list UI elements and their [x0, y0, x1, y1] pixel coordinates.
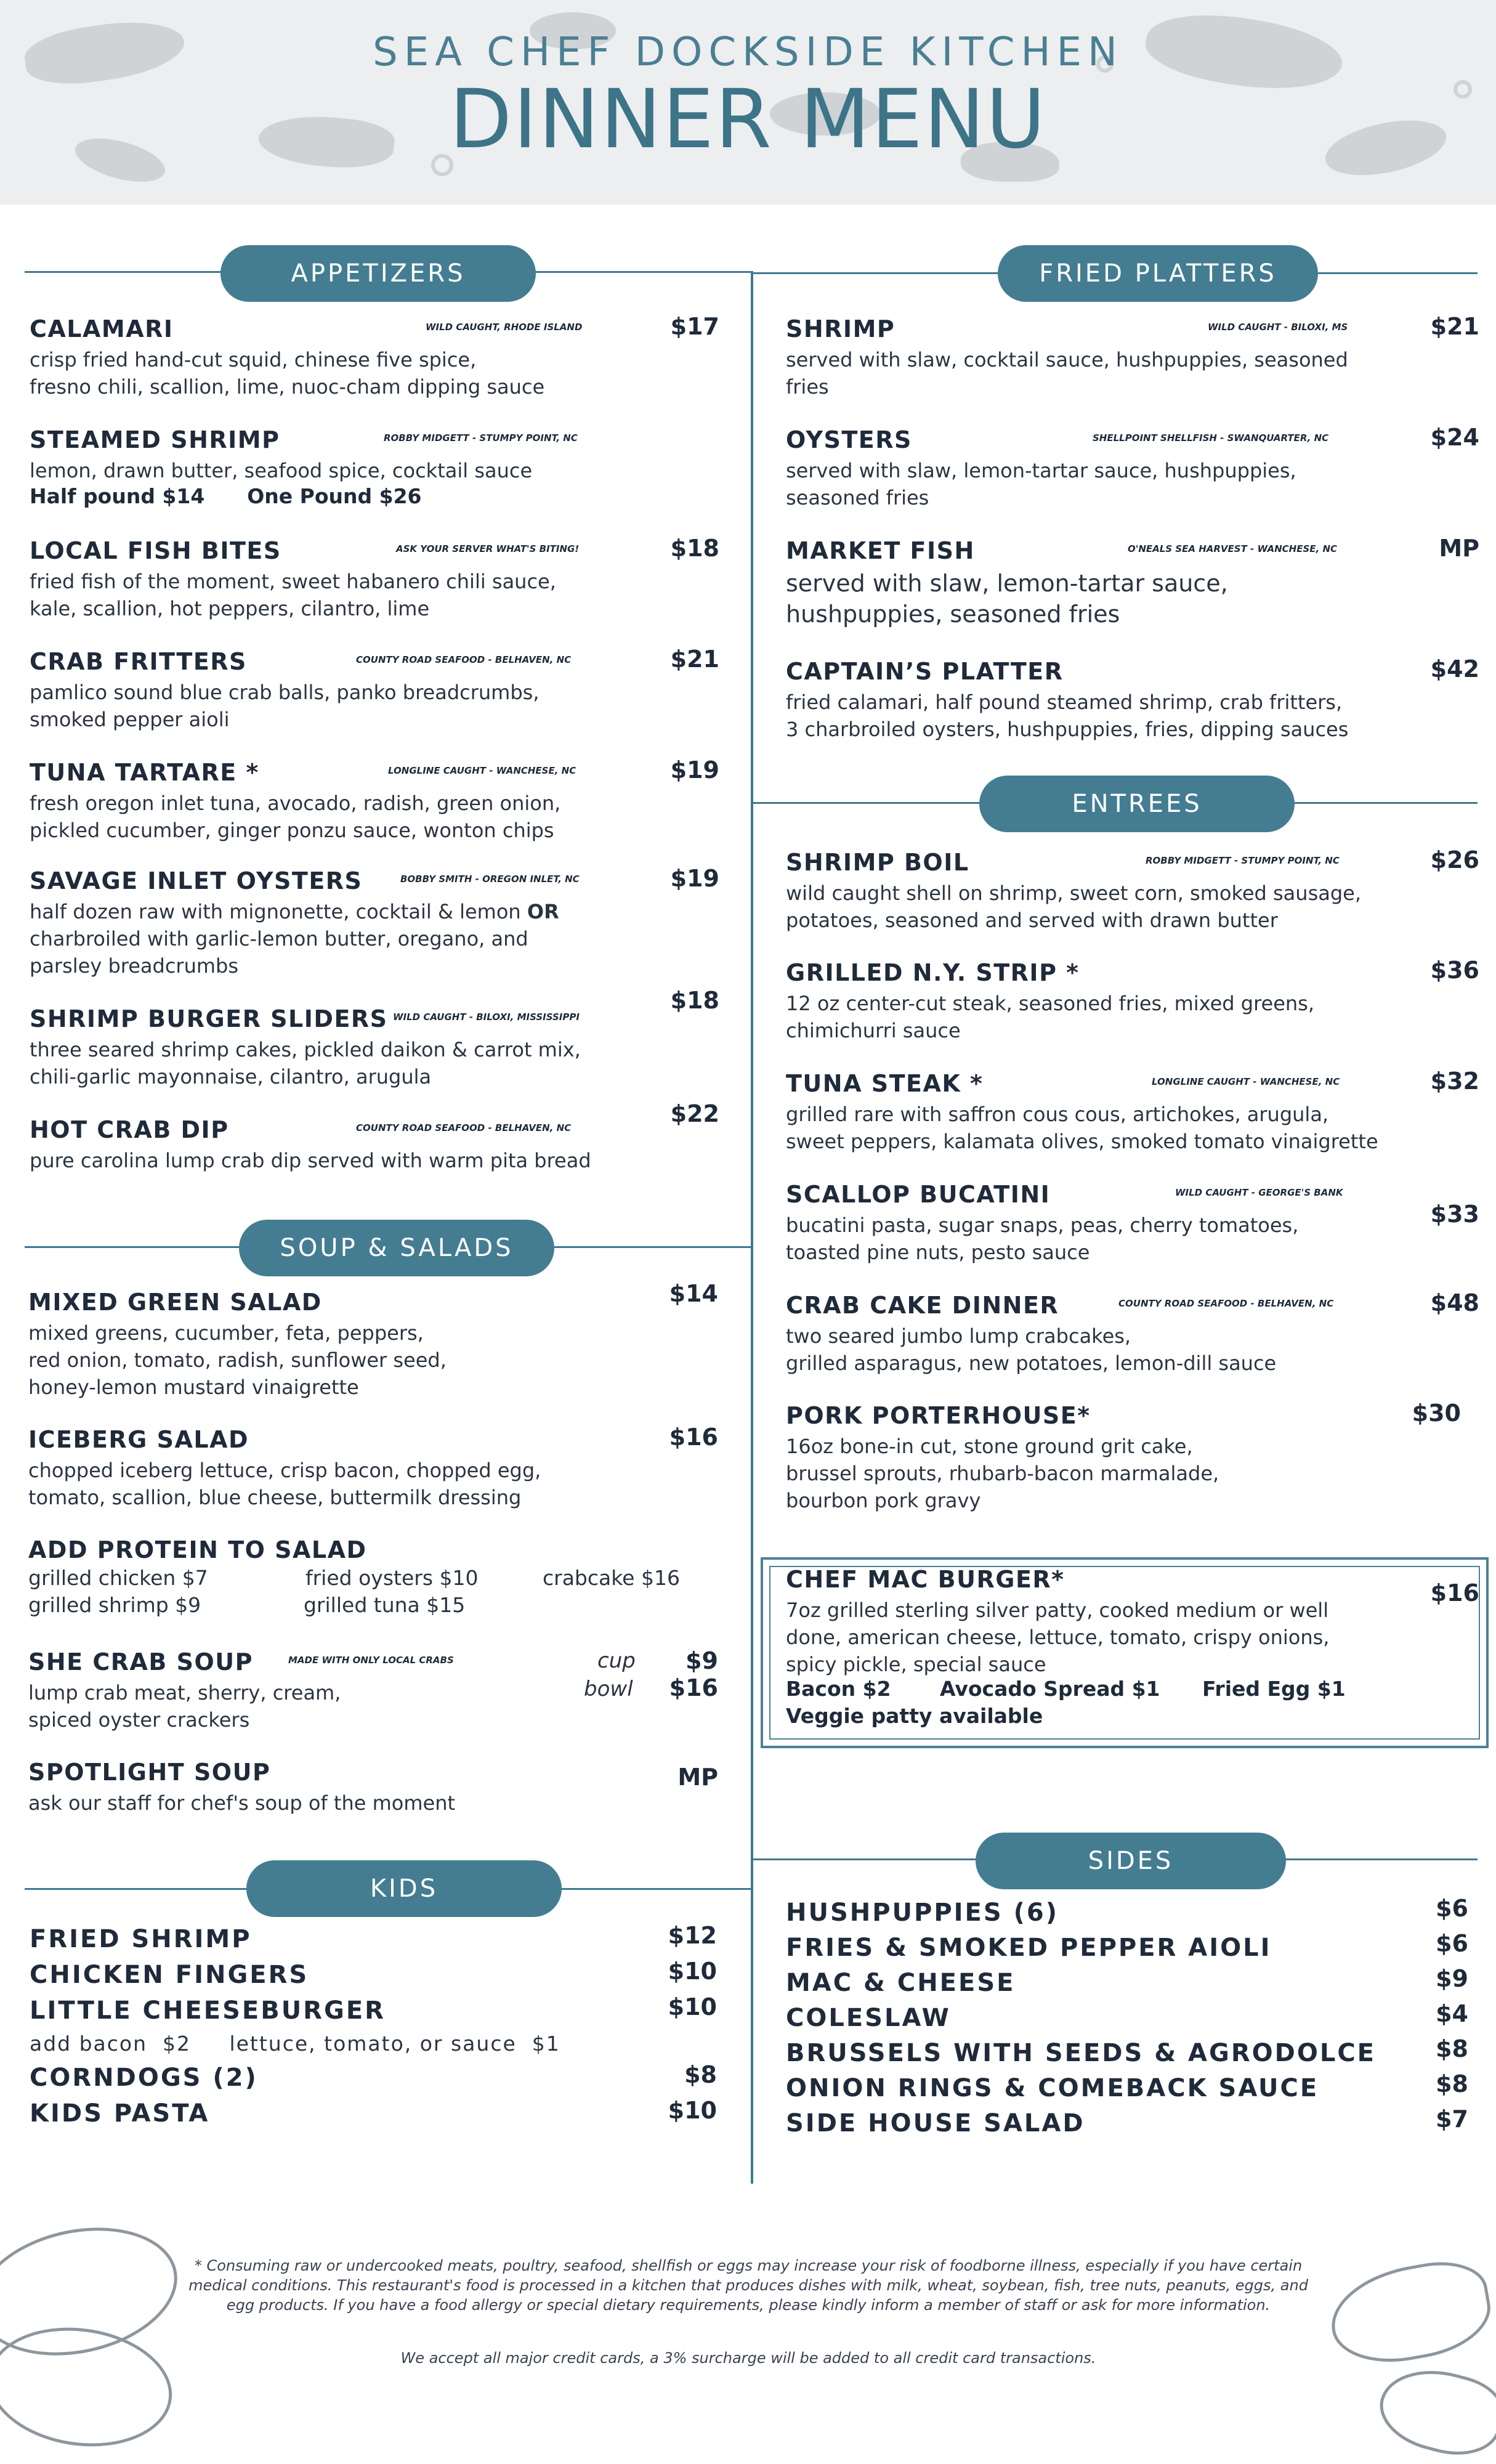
- bowl-label: bowl: [584, 1677, 633, 1701]
- menu-header: [0, 0, 1496, 205]
- item-source: O'NEALS SEA HARVEST - WANCHESE, NC: [1128, 543, 1338, 554]
- item-name: ADD PROTEIN TO SALAD: [28, 1536, 367, 1563]
- item-description: served with slaw, lemon-tartar sauce, hushpuppies, seasoned fries: [786, 459, 1296, 509]
- item-price: $32: [1430, 1068, 1479, 1095]
- item-description: bucatini pasta, sugar snaps, peas, cherry tomatoes, toasted pine nuts, pesto sauce: [786, 1214, 1299, 1264]
- item-name: CHEF MAC BURGER*: [786, 1566, 1065, 1593]
- kids-item-name: KIDS PASTA: [30, 2099, 210, 2128]
- protein-option: fried oysters $10: [305, 1566, 479, 1590]
- item-source: COUNTY ROAD SEAFOOD - BELHAVEN, NC: [356, 1122, 572, 1133]
- protein-option: grilled shrimp $9: [28, 1593, 201, 1617]
- item-name: SHRIMP BOIL: [786, 849, 969, 876]
- item-description: two seared jumbo lump crabcakes, grilled asparagus, new potatoes, lemon-dill sauce: [786, 1324, 1277, 1375]
- burger-addon: Fried Egg $1: [1202, 1677, 1346, 1701]
- section-header-soup-salads: SOUP & SALADS: [239, 1220, 554, 1276]
- burger-addon: Bacon $2: [786, 1677, 891, 1701]
- cup-label: cup: [597, 1648, 636, 1673]
- item-name: CRAB FRITTERS: [30, 648, 247, 675]
- item-price: $30: [1412, 1400, 1461, 1427]
- item-description: pamlico sound blue crab balls, panko breadcrumbs, smoked pepper aioli: [30, 681, 540, 731]
- item-description: served with slaw, lemon-tartar sauce, hushpuppies, seasoned fries: [786, 570, 1228, 628]
- item-name: CAPTAIN’S PLATTER: [786, 658, 1064, 685]
- shrimp-illustration-icon: [1372, 2357, 1496, 2464]
- burger-veggie-note: Veggie patty available: [786, 1704, 1043, 1728]
- side-item-name: SIDE HOUSE SALAD: [786, 2109, 1085, 2138]
- item-name: SCALLOP BUCATINI: [786, 1181, 1051, 1208]
- item-price: $18: [670, 535, 719, 562]
- item-price: MP: [1439, 535, 1479, 562]
- side-item-name: FRIES & SMOKED PEPPER AIOLI: [786, 1934, 1272, 1962]
- add-protein-to-salad: [28, 1536, 718, 1623]
- item-name: PORK PORTERHOUSE*: [786, 1402, 1091, 1429]
- item-source: WILD CAUGHT - BILOXI, MS: [1208, 322, 1348, 333]
- kids-item-price: $8: [684, 2061, 717, 2088]
- item-name: SAVAGE INLET OYSTERS: [30, 867, 363, 894]
- item-description: [30, 898, 559, 925]
- item-price: $17: [670, 313, 719, 340]
- item-name: MIXED GREEN SALAD: [28, 1289, 322, 1316]
- item-source: ASK YOUR SERVER WHAT'S BITING!: [396, 543, 580, 554]
- oyster-illustration-icon: [0, 2316, 180, 2458]
- kids-item-price: $10: [668, 1958, 717, 1985]
- item-price: $19: [670, 865, 719, 892]
- item-description: grilled rare with saffron cous cous, artichokes, arugula, sweet peppers, kalamata olives, smoked tomato vinaigrette: [786, 1103, 1378, 1153]
- shrimp-illustration-icon: [1324, 2254, 1496, 2373]
- protein-option: grilled tuna $15: [304, 1593, 466, 1617]
- item-name: CALAMARI: [30, 315, 174, 342]
- item-description: served with slaw, cocktail sauce, hushpuppies, seasoned fries: [786, 348, 1348, 399]
- item-price: $14: [669, 1280, 718, 1307]
- item-source: WILD CAUGHT - BILOXI, MISSISSIPPI: [393, 1011, 580, 1023]
- kids-item-price: $10: [668, 1993, 717, 2020]
- section-header-appetizers: APPETIZERS: [220, 245, 536, 302]
- side-item-price: $9: [1436, 1965, 1468, 1992]
- burger-addon: Avocado Spread $1: [940, 1677, 1160, 1701]
- item-description: mixed greens, cucumber, feta, peppers, red onion, tomato, radish, sunflower seed, honey-lemon mustard vinaigrette: [28, 1321, 447, 1399]
- item-description: 7oz grilled sterling silver patty, cooked medium or well done, american cheese, lettuce, tomato, crispy onions, spicy pickle, special sauce: [786, 1599, 1330, 1676]
- item-source: COUNTY ROAD SEAFOOD - BELHAVEN, NC: [1118, 1298, 1334, 1309]
- item-price: $21: [670, 646, 719, 673]
- item-price: $22: [670, 1100, 719, 1127]
- side-item-name: HUSHPUPPIES (6): [786, 1899, 1059, 1927]
- section-header-sides: SIDES: [976, 1833, 1286, 1889]
- item-price: $33: [1430, 1201, 1479, 1228]
- item-source: LONGLINE CAUGHT - WANCHESE, NC: [388, 765, 576, 776]
- kids-item-name: LITTLE CHEESEBURGER: [30, 1996, 386, 2025]
- item-description: chopped iceberg lettuce, crisp bacon, chopped egg, tomato, scallion, blue cheese, buttermilk dressing: [28, 1459, 541, 1509]
- item-description: lump crab meat, sherry, cream, spiced oyster crackers: [28, 1681, 341, 1732]
- restaurant-name: SEA CHEF DOCKSIDE KITCHEN: [373, 30, 1123, 75]
- credit-card-note: We accept all major credit cards, a 3% surcharge will be added to all credit card transactions.: [400, 2349, 1096, 2367]
- item-description: 12 oz center-cut steak, seasoned fries, mixed greens, chimichurri sauce: [786, 992, 1315, 1042]
- item-source: WILD CAUGHT - GEORGE'S BANK: [1175, 1187, 1343, 1198]
- item-name: CRAB CAKE DINNER: [786, 1292, 1059, 1319]
- item-description-or: OR: [527, 900, 559, 923]
- item-name: HOT CRAB DIP: [30, 1116, 229, 1143]
- item-name: STEAMED SHRIMP: [30, 426, 280, 453]
- item-description: ask our staff for chef's soup of the moment: [28, 1791, 456, 1815]
- item-name: GRILLED N.Y. STRIP *: [786, 959, 1080, 986]
- item-source: WILD CAUGHT, RHODE ISLAND: [426, 322, 583, 333]
- side-item-price: $4: [1436, 2000, 1468, 2027]
- item-description: 16oz bone-in cut, stone ground grit cake, brussel sprouts, rhubarb-bacon marmalade, bourbon pork gravy: [786, 1435, 1219, 1512]
- side-item-price: $8: [1436, 2035, 1468, 2062]
- kids-item-name: CHICKEN FINGERS: [30, 1961, 309, 1989]
- item-description: three seared shrimp cakes, pickled daikon & carrot mix, chili-garlic mayonnaise, cilantro, arugula: [30, 1038, 581, 1088]
- item-price: $16: [1430, 1579, 1479, 1607]
- section-header-entrees: ENTREES: [979, 776, 1295, 832]
- item-name: SHRIMP BURGER SLIDERS: [30, 1005, 388, 1032]
- protein-option: crabcake $16: [543, 1566, 680, 1590]
- item-description: fried fish of the moment, sweet habanero chili sauce, kale, scallion, hot peppers, cilantro, lime: [30, 570, 556, 620]
- item-source: LONGLINE CAUGHT - WANCHESE, NC: [1152, 1076, 1340, 1087]
- side-item-name: MAC & CHEESE: [786, 1969, 1016, 1997]
- item-description-charbroiled: charbroiled with garlic-lemon butter, oregano, and parsley breadcrumbs: [30, 927, 528, 978]
- item-source: ROBBY MIDGETT - STUMPY POINT, NC: [384, 432, 578, 444]
- item-source: COUNTY ROAD SEAFOOD - BELHAVEN, NC: [356, 654, 572, 665]
- item-name: MARKET FISH: [786, 537, 975, 564]
- item-description-raw: half dozen raw with mignonette, cocktail & lemon: [30, 900, 527, 923]
- kids-item-price: $12: [668, 1922, 717, 1949]
- item-price: $48: [1430, 1289, 1479, 1316]
- item-source: MADE WITH ONLY LOCAL CRABS: [288, 1655, 454, 1666]
- item-description: crisp fried hand-cut squid, chinese five spice, fresno chili, scallion, lime, nuoc-cham dipping sauce: [30, 348, 545, 399]
- column-divider: [751, 271, 753, 2184]
- section-header-fried-platters: FRIED PLATTERS: [998, 245, 1318, 302]
- item-name: SPOTLIGHT SOUP: [28, 1759, 271, 1786]
- item-name: ICEBERG SALAD: [28, 1426, 249, 1453]
- item-source: ROBBY MIDGETT - STUMPY POINT, NC: [1146, 855, 1340, 866]
- side-item-price: $6: [1436, 1930, 1468, 1957]
- item-price: $16: [669, 1424, 718, 1451]
- item-price: MP: [677, 1764, 718, 1791]
- item-name: TUNA TARTARE *: [30, 759, 259, 786]
- side-item-name: BRUSSELS WITH SEEDS & AGRODOLCE: [786, 2039, 1376, 2067]
- item-description: lemon, drawn butter, seafood spice, cocktail sauce: [30, 459, 533, 482]
- side-item-name: ONION RINGS & COMEBACK SAUCE: [786, 2074, 1319, 2102]
- item-name: SHRIMP: [786, 315, 896, 342]
- side-item-price: $8: [1436, 2070, 1468, 2097]
- item-price: $18: [670, 987, 719, 1014]
- item-price: $26: [1430, 846, 1479, 873]
- menu-title: DINNER MENU: [449, 72, 1047, 167]
- kids-addons: add bacon $2 lettuce, tomato, or sauce $1: [30, 2032, 560, 2056]
- item-price: $19: [670, 756, 719, 784]
- protein-option: grilled chicken $7: [28, 1566, 208, 1590]
- item-source: SHELLPOINT SHELLFISH - SWANQUARTER, NC: [1093, 432, 1329, 444]
- section-header-kids: KIDS: [246, 1860, 562, 1917]
- kids-item-name: CORNDOGS (2): [30, 2064, 258, 2092]
- food-safety-disclaimer: * Consuming raw or undercooked meats, poultry, seafood, shellfish or eggs may increase your risk of foodborne illness, especially if you have certain medical conditions. This restaurant's food is processed in a kitchen that produces dishes with milk, wheat, soybean, fish, tree nuts, peanuts, eggs, and egg products. If you have a food allergy or special dietary requirements, please kindly inform a member of staff or ask for more information.: [188, 2257, 1308, 2314]
- bowl-price: $16: [669, 1674, 718, 1701]
- side-item-price: $6: [1436, 1895, 1468, 1922]
- item-description: fresh oregon inlet tuna, avocado, radish, green onion, pickled cucumber, ginger ponzu sauce, wonton chips: [30, 792, 561, 842]
- item-price: $21: [1430, 313, 1479, 340]
- item-description: pure carolina lump crab dip served with warm pita bread: [30, 1149, 591, 1172]
- item-price: $42: [1430, 655, 1479, 683]
- item-description: fried calamari, half pound steamed shrimp, crab fritters, 3 charbroiled oysters, hushpuppies, fries, dipping sauces: [786, 691, 1349, 741]
- item-name: SHE CRAB SOUP: [28, 1648, 253, 1676]
- kids-item-name: FRIED SHRIMP: [30, 1925, 252, 1953]
- item-name: OYSTERS: [786, 426, 912, 453]
- item-price: $36: [1430, 957, 1479, 984]
- item-source: BOBBY SMITH - OREGON INLET, NC: [400, 873, 580, 885]
- kids-item-price: $10: [668, 2097, 717, 2124]
- item-portion-prices: Half pound $14 One Pound $26: [30, 484, 422, 508]
- item-description: wild caught shell on shrimp, sweet corn, smoked sausage, potatoes, seasoned and served with drawn butter: [786, 881, 1362, 932]
- item-price: $24: [1430, 424, 1479, 451]
- cup-price: $9: [685, 1647, 718, 1674]
- side-item-price: $7: [1436, 2105, 1468, 2133]
- item-name: TUNA STEAK *: [786, 1070, 984, 1097]
- side-item-name: COLESLAW: [786, 2004, 951, 2032]
- item-name: LOCAL FISH BITES: [30, 537, 281, 564]
